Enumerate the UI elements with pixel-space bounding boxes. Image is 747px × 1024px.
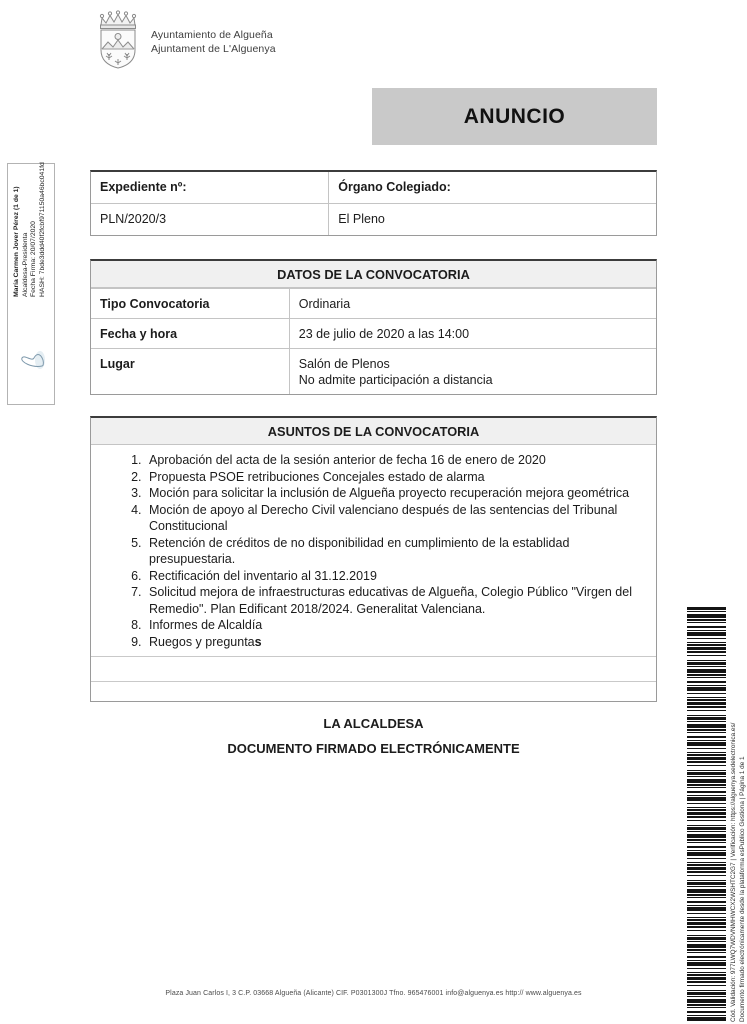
datos-convocatoria-table xyxy=(90,259,657,395)
handwritten-signature-icon xyxy=(20,342,46,381)
validation-platform: Documento firmado electrónicamente desde la plataforma esPublico Gestiona | Página 1 de 1 xyxy=(738,756,746,1022)
town-hall-name-val: Ajuntament de L'Alguenya xyxy=(151,42,276,55)
asunto-item: 8. Informes de Alcaldía xyxy=(145,617,642,634)
lugar-value-line1: Salón de Plenos xyxy=(298,357,390,371)
asunto-item: 4. Moción de apoyo al Derecho Civil valenciano después de las sentencias del Tribunal Constitucional xyxy=(145,502,642,535)
asuntos-list xyxy=(145,452,642,650)
tipo-convocatoria-label: Tipo Convocatoria xyxy=(100,297,210,311)
lugar-row xyxy=(91,348,656,394)
asunto-item: 9. Ruegos y preguntas xyxy=(145,634,642,651)
signed-electronically-heading: DOCUMENTO FIRMADO ELECTRÓNICAMENTE xyxy=(227,741,520,756)
fecha-hora-value: 23 de julio de 2020 a las 14:00 xyxy=(289,319,656,348)
signer-name: María Carmen Jover Pérez (1 de 1) xyxy=(13,186,20,297)
coat-of-arms-icon xyxy=(92,9,144,76)
town-hall-logo xyxy=(92,9,276,76)
asunto-item: 7. Solicitud mejora de infraestructuras educativas de Algueña, Colegio Público "Virgen del Remedio". Plan Edificant 2018/2024. Generalitat Valenciana. xyxy=(145,584,642,617)
tipo-convocatoria-value: Ordinaria xyxy=(289,289,656,318)
document-content xyxy=(90,170,657,756)
lugar-value-line2: No admite participación a distancia xyxy=(298,373,493,387)
expediente-value: PLN/2020/3 xyxy=(100,212,167,226)
signer-role: Alcaldesa-Presidenta xyxy=(21,232,29,297)
asuntos-list-area xyxy=(91,445,656,656)
anuncio-banner xyxy=(372,88,657,145)
datos-convocatoria-title: DATOS DE LA CONVOCATORIA xyxy=(91,261,656,288)
organo-label: Órgano Colegiado: xyxy=(328,172,656,203)
expediente-table xyxy=(90,170,657,236)
asunto-item: 1. Aprobación del acta de la sesión anterior de fecha 16 de enero de 2020 xyxy=(145,452,642,469)
lugar-value xyxy=(289,349,656,394)
expediente-label: Expediente nº: xyxy=(100,180,187,194)
asuntos-convocatoria-table xyxy=(90,416,657,702)
organo-value: El Pleno xyxy=(328,204,656,235)
asunto-item: 6. Rectificación del inventario al 31.12.2019 xyxy=(145,568,642,585)
tipo-convocatoria-row xyxy=(91,288,656,318)
town-hall-name xyxy=(151,29,276,56)
fecha-hora-label: Fecha y hora xyxy=(100,327,178,341)
lugar-label: Lugar xyxy=(100,357,135,371)
empty-table-row xyxy=(91,656,656,681)
validation-info xyxy=(730,610,747,1022)
town-hall-name-es: Ayuntamiento de Algueña xyxy=(151,29,273,41)
asuntos-convocatoria-title: ASUNTOS DE LA CONVOCATORIA xyxy=(91,418,656,445)
signature-hash: HASH: 7bde3ddd40f2fcbf971150a46bc041fd xyxy=(38,162,46,297)
expediente-value-row xyxy=(91,203,656,235)
asunto-item: 3. Moción para solicitar la inclusión de Algueña proyecto recuperación mejora geométrica xyxy=(145,485,642,502)
asunto-item: 2. Propuesta PSOE retribuciones Concejales estado de alarma xyxy=(145,469,642,486)
anuncio-title: ANUNCIO xyxy=(463,104,566,128)
asunto-item: 5. Retención de créditos de no disponibilidad en cumplimiento de la establidad presupuestaria. xyxy=(145,535,642,568)
empty-table-row xyxy=(91,681,656,701)
address-footer: Plaza Juan Carlos I, 3 C.P. 03668 Algueña (Alicante) CIF. P0301300J Tfno. 965476001 info@alguenya.es http:// www.alguenya.es xyxy=(165,990,582,997)
asunto-item-bold-suffix: s xyxy=(254,634,262,649)
alcaldesa-heading: LA ALCALDESA xyxy=(323,716,424,731)
fecha-hora-row xyxy=(91,318,656,348)
validation-code: Cód. Validación: 977LWQ7WDVNMHWCX2WSHTC2G7 | Verificación: https://alguenya.sedelectronica.es/ xyxy=(730,722,737,1022)
signer-info xyxy=(13,163,47,297)
signature-date: Fecha Firma: 20/07/2020 xyxy=(30,221,38,297)
expediente-header-row xyxy=(91,172,656,203)
validation-barcode xyxy=(687,607,726,1023)
